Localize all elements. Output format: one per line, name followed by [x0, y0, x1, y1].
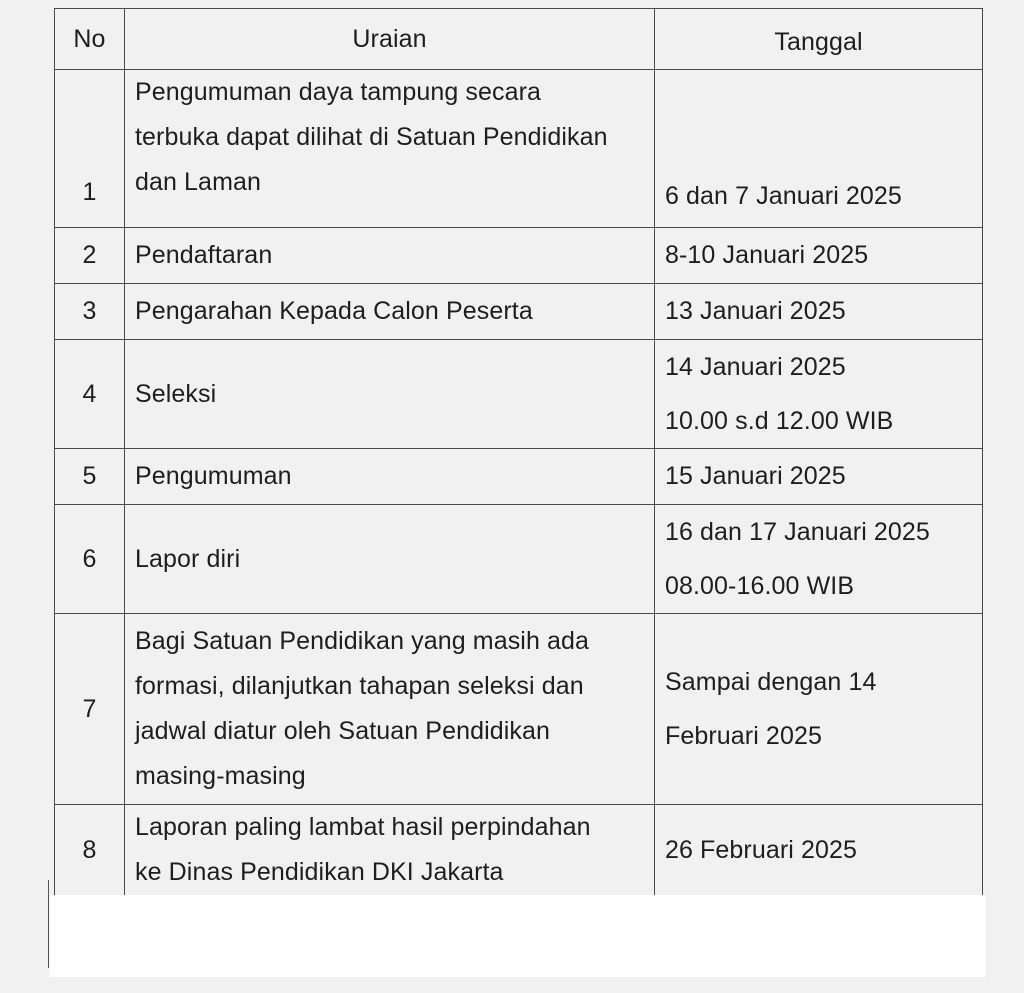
row-number: 8 [55, 805, 125, 896]
table-row [55, 228, 983, 284]
uraian-line: Bagi Satuan Pendidikan yang masih ada [135, 627, 590, 655]
uraian-line: dan Laman [135, 168, 261, 196]
row-tanggal [655, 505, 983, 614]
tanggal-line: 10.00 s.d 12.00 WIB [665, 407, 894, 435]
table-row [55, 449, 983, 505]
uraian-line: Laporan paling lambat hasil perpindahan [135, 813, 591, 841]
table-row [55, 340, 983, 449]
tanggal-line: Februari 2025 [665, 722, 822, 750]
table-row [55, 70, 983, 228]
uraian-line: Lapor diri [135, 544, 241, 573]
row-tanggal [655, 284, 983, 340]
row-uraian [125, 70, 655, 228]
tanggal-line: 6 dan 7 Januari 2025 [665, 182, 902, 210]
row-number: 4 [55, 340, 125, 449]
uraian-line: formasi, dilanjutkan tahapan seleksi dan [135, 672, 584, 700]
tanggal-line: Sampai dengan 14 [665, 668, 877, 696]
row-number: 2 [55, 228, 125, 284]
row-number: 6 [55, 505, 125, 614]
uraian-line: terbuka dapat dilihat di Satuan Pendidikan [135, 123, 608, 151]
table-row [55, 284, 983, 340]
row-tanggal [655, 614, 983, 805]
tanggal-line: 16 dan 17 Januari 2025 [665, 518, 930, 546]
blank-paper-area [50, 895, 986, 977]
row-uraian [125, 449, 655, 505]
row-uraian [125, 340, 655, 449]
row-uraian [125, 228, 655, 284]
table-row [55, 505, 983, 614]
uraian-line: ke Dinas Pendidikan DKI Jakarta [135, 858, 504, 886]
uraian-line: Pengarahan Kepada Calon Peserta [135, 297, 533, 325]
tanggal-line: 14 Januari 2025 [665, 353, 846, 381]
row-tanggal [655, 449, 983, 505]
tanggal-line: 15 Januari 2025 [665, 462, 846, 490]
row-tanggal [655, 228, 983, 284]
row-uraian [125, 505, 655, 614]
tanggal-line: 8-10 Januari 2025 [665, 241, 869, 269]
header-tanggal: Tanggal [655, 9, 983, 70]
uraian-line: Pendaftaran [135, 241, 273, 269]
header-uraian: Uraian [125, 9, 655, 70]
schedule-table [54, 8, 983, 896]
table-header-row [55, 9, 983, 70]
row-uraian [125, 284, 655, 340]
row-tanggal [655, 805, 983, 896]
row-uraian [125, 805, 655, 896]
uraian-line: Seleksi [135, 379, 217, 408]
row-number: 5 [55, 449, 125, 505]
row-tanggal [655, 340, 983, 449]
row-number: 7 [55, 614, 125, 805]
tanggal-line: 26 Februari 2025 [665, 835, 858, 864]
row-number: 1 [55, 70, 125, 228]
row-number: 3 [55, 284, 125, 340]
table-row [55, 614, 983, 805]
header-no: No [55, 9, 125, 70]
table-row [55, 805, 983, 896]
row-tanggal [655, 70, 983, 228]
uraian-line: Pengumuman [135, 462, 292, 490]
uraian-line: jadwal diatur oleh Satuan Pendidikan [135, 717, 551, 745]
uraian-line: masing-masing [135, 762, 306, 790]
tanggal-line: 13 Januari 2025 [665, 297, 846, 325]
tanggal-line: 08.00-16.00 WIB [665, 572, 855, 600]
row-uraian [125, 614, 655, 805]
scan-edge-line [48, 880, 49, 968]
uraian-line: Pengumuman daya tampung secara [135, 78, 542, 106]
